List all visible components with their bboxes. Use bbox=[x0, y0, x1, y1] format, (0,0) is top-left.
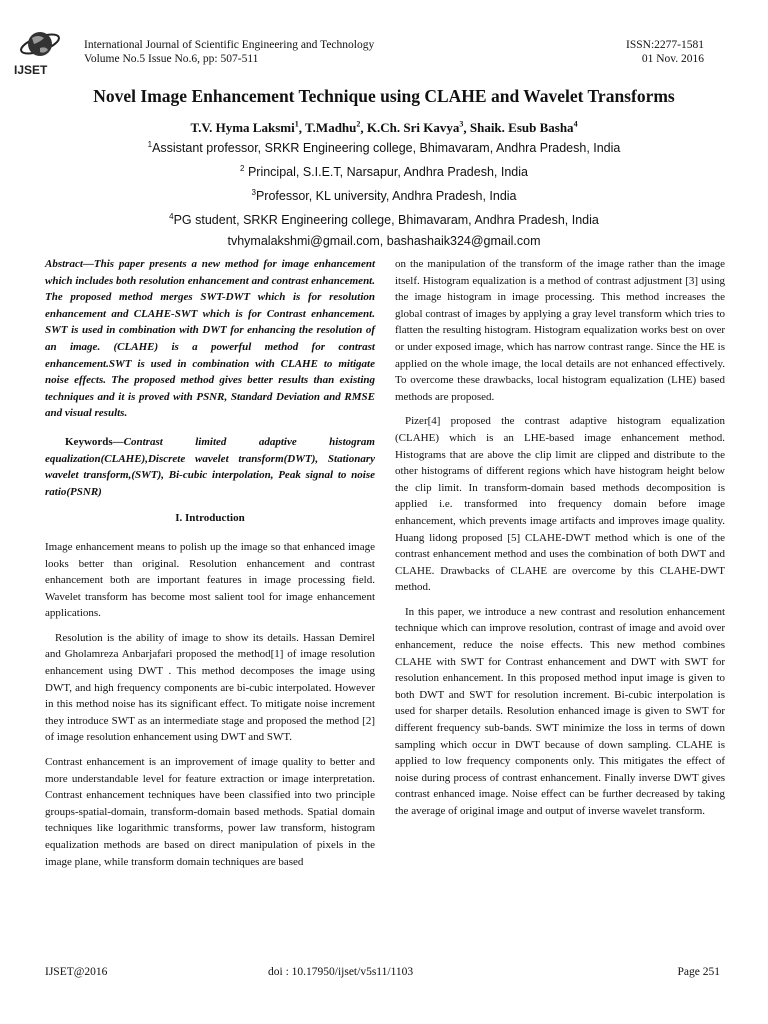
footer-page-number: Page 251 bbox=[677, 966, 720, 978]
author-list: T.V. Hyma Laksmi$^1$, T.Madhu$^2$, K.Ch. Sri Kavya$^3$, Shaik. Esub Basha$^4$ bbox=[190, 120, 578, 136]
affiliation-3: $^3$Professor, KL university, Andhra Pradesh, India bbox=[251, 187, 517, 204]
footer-copyright: IJSET@2016 bbox=[45, 966, 108, 978]
keywords-lead: Keywords— bbox=[65, 435, 124, 448]
affiliations bbox=[0, 135, 768, 252]
keywords bbox=[45, 434, 375, 500]
author-1: T.V. Hyma Laksmi$^1$ bbox=[190, 120, 299, 136]
logo-text: IJSET bbox=[14, 63, 48, 77]
journal-logo bbox=[10, 22, 74, 78]
author-3: K.Ch. Sri Kavya$^3$ bbox=[366, 120, 464, 136]
right-paragraph-1: on the manipulation of the transform of the image rather than the image itself. Histogram equalization is a method of contrast adjustment [3] using the image histogram in image processing. This method increases the global contrast of images by applying a gray level transform which tries to flatten the resulting histogram. Histogram equalization works best on over or under exposed image, which has narrow contrast range. Since the HE is applied on the whole image, the local details are not enhanced effectively. To overcome these drawbacks, local histogram equalization (LHE) based methods are proposed. bbox=[395, 258, 725, 403]
issn: ISSN:2277-1581 bbox=[626, 39, 704, 51]
affiliation-1: $^1$Assistant professor, SRKR Engineering college, Bhimavaram, Andhra Pradesh, India bbox=[147, 140, 621, 156]
intro-paragraph-2: Resolution is the ability of image to show its details. Hassan Demirel and Gholamreza Anbarjafari proposed the method[1] of image resolution enhancement using DWT . This method decomposes the image using DWT, and high frequency components are bi-cubic interpolated. However in this method noise has its significant effect. To mitigate noise increment they introduce SWT as an intermediate stage and proposed the method [2] of image resolution enhancement using DWT and SWT. bbox=[45, 631, 375, 744]
author-emails: tvhymalakshmi@gmail.com, bashashaik324@gmail.com bbox=[227, 233, 541, 248]
volume-info: Volume No.5 Issue No.6, pp: 507-511 bbox=[84, 53, 259, 65]
affiliation-2: $^2$ Principal, S.I.E.T, Narsapur, Andhra Pradesh, India bbox=[240, 163, 528, 180]
author-4: Shaik. Esub Basha$^4$ bbox=[469, 120, 578, 136]
author-2: T.Madhu$^2$ bbox=[304, 120, 361, 136]
publication-date: 01 Nov. 2016 bbox=[641, 53, 704, 65]
journal-name: International Journal of Scientific Engineering and Technology bbox=[84, 39, 375, 51]
footer-doi: doi : 10.17950/ijset/v5s11/1103 bbox=[268, 966, 414, 978]
keywords-text: Contrast limited adaptive histogram equalization(CLAHE),Discrete wavelet transform(DWT), Stationary wavelet transform,(SWT), Bi-cubic interpolation, Peak signal to noise ratio(PSNR) bbox=[45, 435, 375, 498]
affiliation-4: $^4$PG student, SRKR Engineering college, Bhimavaram, Andhra Pradesh, India bbox=[169, 211, 599, 228]
intro-paragraph-1: Image enhancement means to polish up the image so that enhanced image looks better than original. Resolution enhancement and contrast enhancement both are important features in image processing field. Wavelet transform has become most salient tool for image enhancement applications. bbox=[45, 540, 375, 620]
paper-title: Novel Image Enhancement Technique using CLAHE and Wavelet Transforms bbox=[93, 86, 675, 106]
abstract: Abstract—This paper presents a new method for image enhancement which includes both resolution enhancement and contrast enhancement. The proposed method merges SWT-DWT which is for resolution enhancement and CLAHE-SWT which is for Contrast enhancement. SWT is used in combination with DWT for enhancing the resolution of an image. (CLAHE) is a powerful method for contrast enhancement.SWT is used in combination with CLAHE to mitigate noise effects. The proposed method gives better results than existing techniques and it is proved with PSNR, Standard Deviation and RMSE and visual results. bbox=[45, 258, 375, 420]
issn-block bbox=[626, 38, 704, 66]
right-paragraph-3: In this paper, we introduce a new contrast and resolution enhancement technique which can improve resolution, contrast of image and avoid over enhancement, reduce the noise effects. This new method combines CLAHE with SWT for Contrast enhancement and DWT with SWT for resolution enhancement. In this proposed method input image is given to both DWT and SWT for resolution increment. Bi-cubic interpolation is used for sharper details. Resolution enhanced image is given to SWT for different frequency sub-bands. SWT minimize the loss in terms of down sampling which occur in DWT because of down sampling. CLAHE is applied to low frequency components only. This mitigates the effect of noise during process of contrast enhancement. Finally inverse DWT gives contrast enhanced image. Noise effect can be further decreased by taking the average of original image and output of inverse wavelet transform. bbox=[395, 605, 725, 817]
right-column bbox=[395, 256, 725, 828]
left-column bbox=[45, 256, 375, 878]
intro-paragraph-3: Contrast enhancement is an improvement of image quality to better and more understandable level for feature extraction or image interpretation. Contrast enhancement techniques have been classified into two principle groups-spatial-domain, transform-domain based methods. Spatial domain techniques like logarithmic transforms, power law transform, histogram equalization methods are based on direct manipulation of pixels in the image plane, while transform domain techniques are based bbox=[45, 756, 375, 868]
journal-header bbox=[84, 38, 374, 66]
right-paragraph-2: Pizer[4] proposed the contrast adaptive histogram equalization (CLAHE) which is an LHE-based image enhancement method. Histograms that are above the clip limit are clipped and distribute to the other histograms of different regions which have histogram height below the clip limit. In transform-domain based methods decomposition is applied i.e. transformed into frequency domain before image enhancement, which prevents image artifacts and improves image quality. Huang lidong proposed [5] CLAHE-DWT method which is one of the contrast enhancement method and uses the combination of both DWT and CLAHE. Drawbacks of CLAHE are overcome by this CLAHE-DWT method. bbox=[395, 415, 725, 594]
section-heading-introduction: I. Introduction bbox=[175, 512, 245, 525]
